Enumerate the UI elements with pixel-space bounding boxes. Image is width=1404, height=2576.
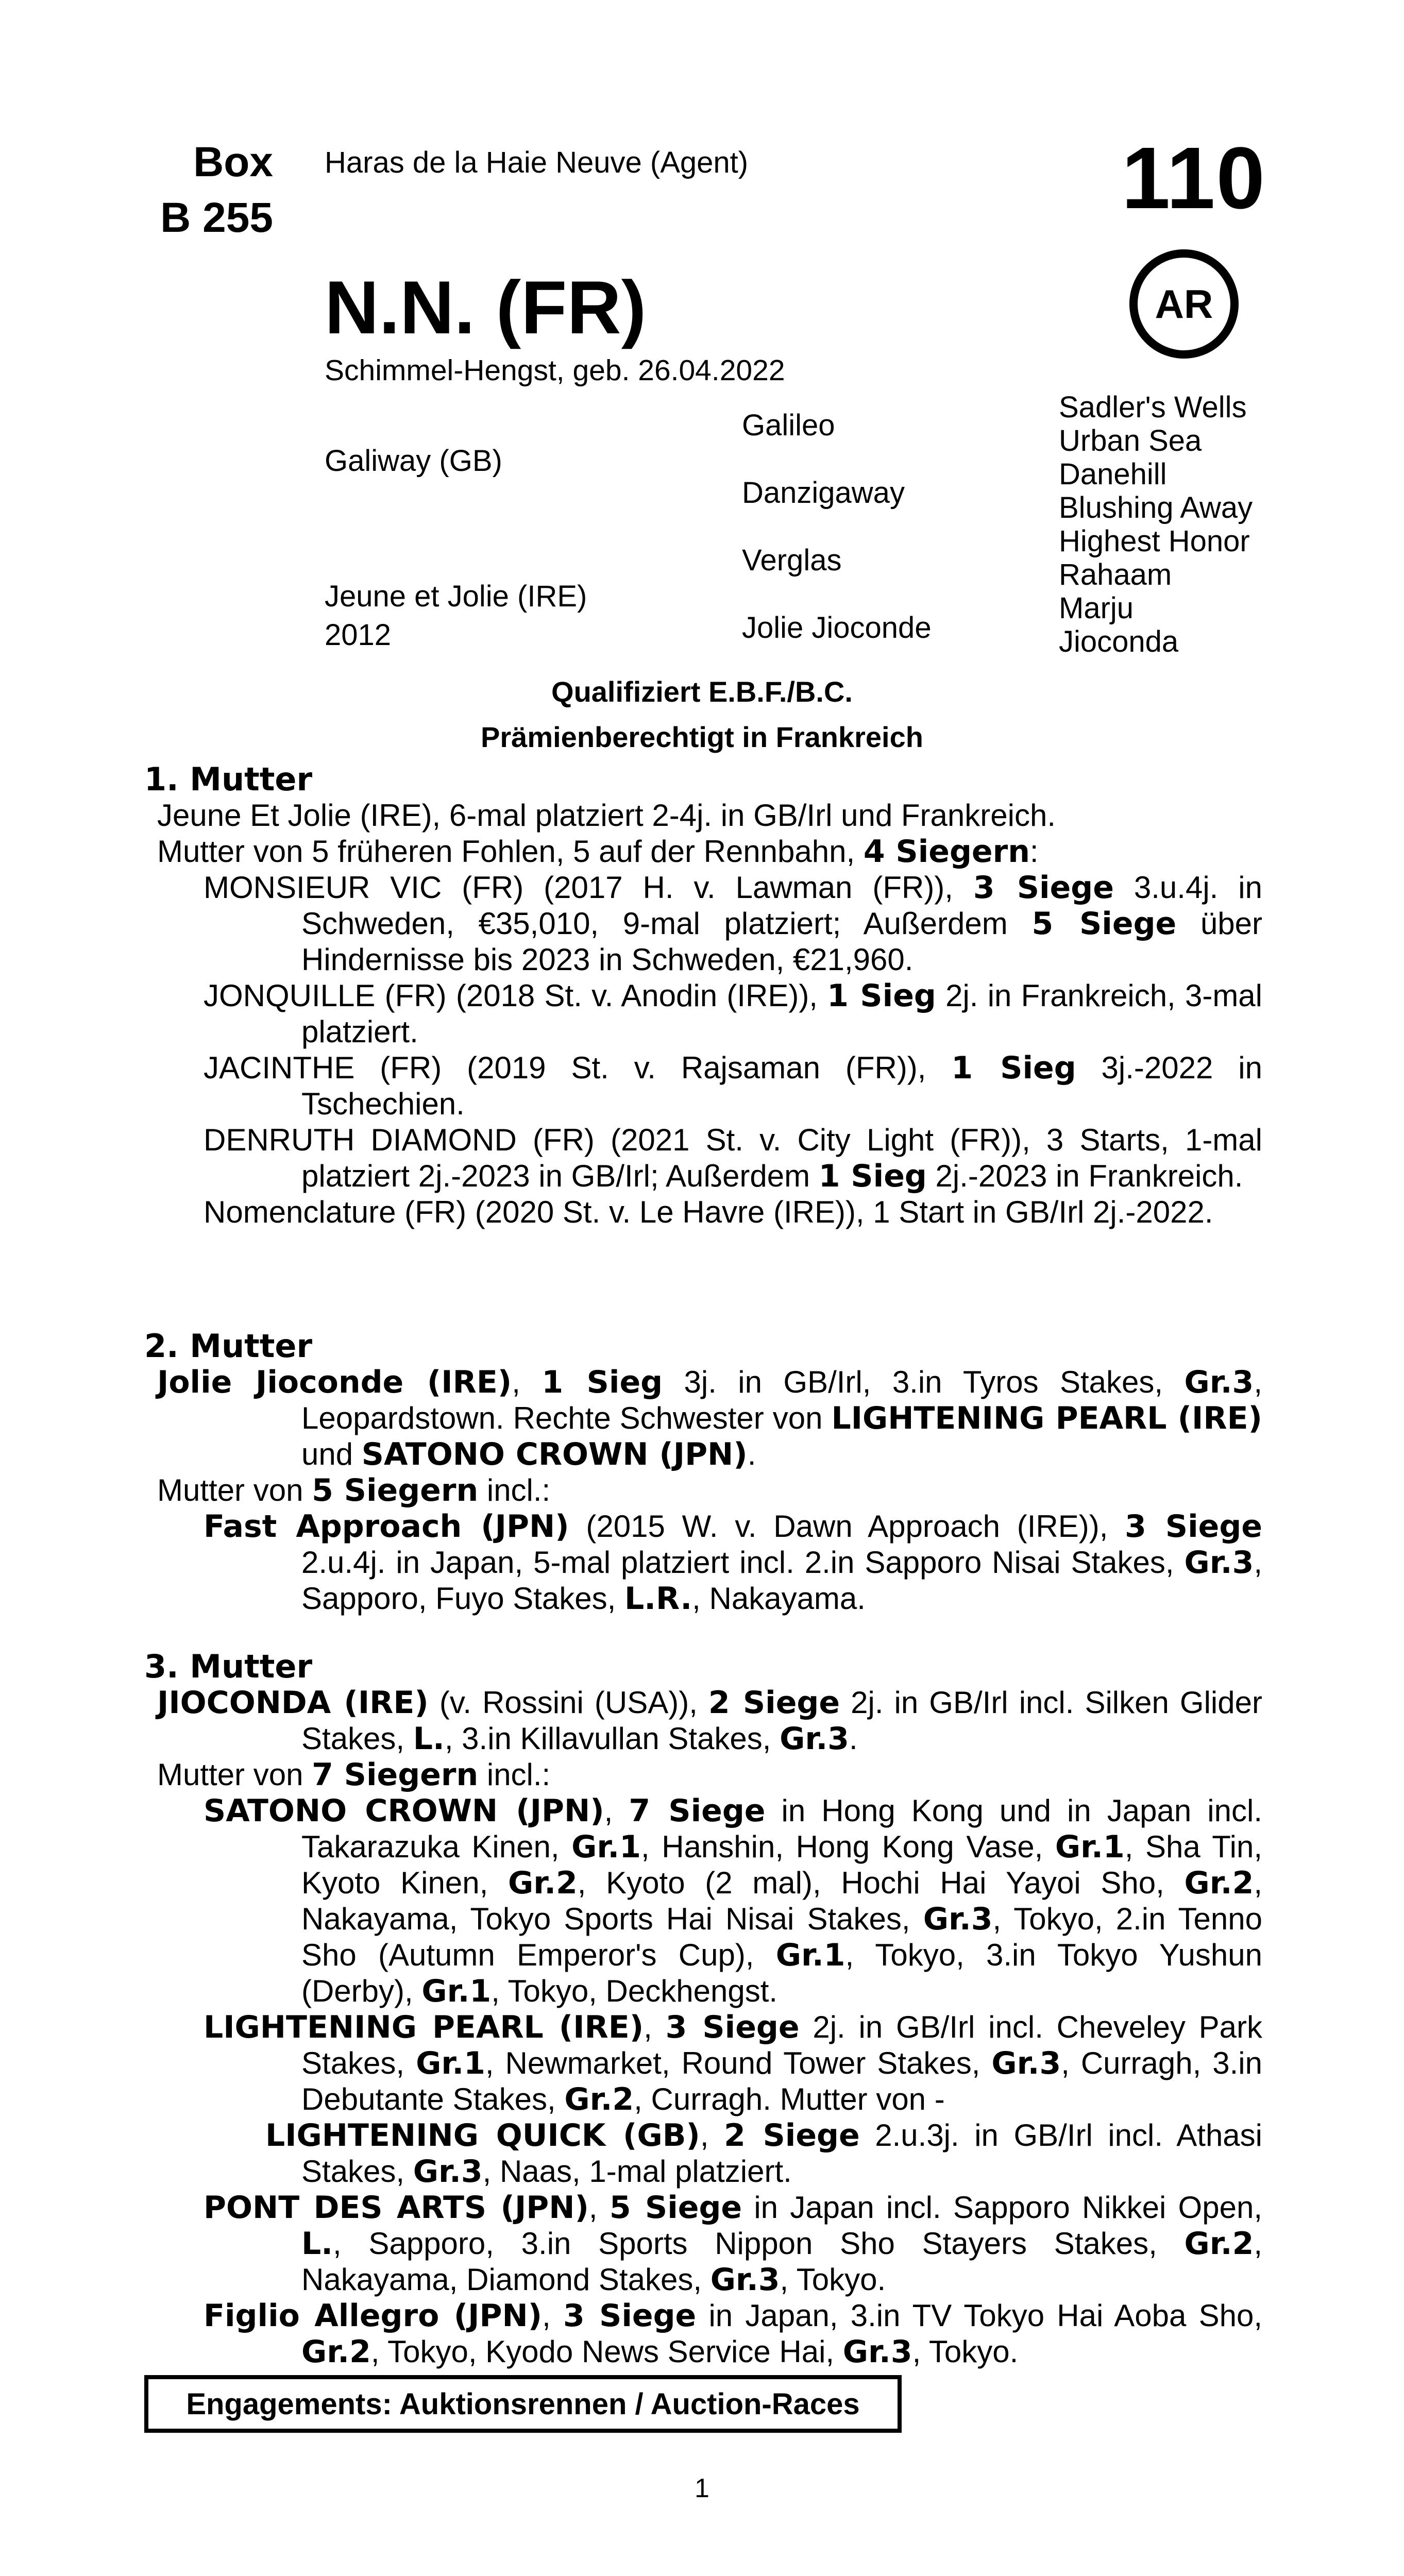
ar-badge-label: AR bbox=[1155, 281, 1213, 327]
pedigree-ggp: Danehill bbox=[1059, 457, 1167, 491]
mutter2-offspring-summary: Mutter von 5 Siegern incl.: bbox=[157, 1472, 551, 1509]
pedigree-dam-year: 2012 bbox=[325, 618, 392, 652]
mutter2-dam: Jolie Jioconde (IRE), 1 Sieg 3j. in GB/Irl, 3.in Tyros Stakes, Gr.3, Leopardstown. Rechte Schwester von LIGHTENING PEARL (IRE) und SATONO CROWN (JPN). bbox=[157, 1364, 1262, 1472]
mutter3-offspring-entry: SATONO CROWN (JPN), 7 Siege in Hong Kong und in Japan incl. Takarazuka Kinen, Gr.1, Hanshin, Hong Kong Vase, Gr.1, Sha Tin, Kyoto Kinen, Gr.2, Kyoto (2 mal), Hochi Hai Yayoi Sho, Gr.2, Nakayama, Tokyo Sports Hai Nisai Stakes, Gr.3, Tokyo, 2.in Tenno Sho (Autumn Emperor's Cup), Gr.1, Tokyo, 3.in Tokyo Yushun (Derby), Gr.1, Tokyo, Deckhengst. bbox=[204, 1793, 1263, 2009]
mutter1-heading: 1. Mutter bbox=[144, 760, 313, 798]
mutter1-section bbox=[144, 761, 1262, 1230]
qualification-line: Prämienberechtigt in Frankreich bbox=[481, 721, 923, 753]
pedigree-ggp: Rahaam bbox=[1059, 558, 1172, 591]
pedigree-ggp: Blushing Away bbox=[1059, 491, 1253, 524]
pedigree-great-grandparents bbox=[1059, 391, 1253, 658]
mutter3-heading: 3. Mutter bbox=[144, 1648, 313, 1685]
pedigree-sire: Galiway (GB) bbox=[325, 444, 502, 478]
pedigree-ggp: Highest Honor bbox=[1059, 524, 1250, 558]
mutter3-dam: JIOCONDA (IRE) (v. Rossini (USA)), 2 Siege 2j. in GB/Irl incl. Silken Glider Stakes, L., 3.in Killavullan Stakes, Gr.3. bbox=[157, 1685, 1262, 1757]
pedigree-grandparent: Danzigaway bbox=[742, 476, 905, 510]
ar-badge bbox=[1129, 249, 1239, 359]
consignor: Haras de la Haie Neuve (Agent) bbox=[325, 146, 749, 179]
pedigree-ggp: Jioconda bbox=[1059, 625, 1179, 658]
engagements-box bbox=[144, 2375, 902, 2433]
lot-number: 110 bbox=[1121, 129, 1266, 227]
mutter3-offspring-entry: Figlio Allegro (JPN), 3 Siege in Japan, 3.in TV Tokyo Hai Aoba Sho, Gr.2, Tokyo, Kyodo News Service Hai, Gr.3, Tokyo. bbox=[204, 2298, 1262, 2370]
mutter3-offspring-entry: LIGHTENING PEARL (IRE), 3 Siege 2j. in GB/Irl incl. Cheveley Park Stakes, Gr.1, Newmarket, Round Tower Stakes, Gr.3, Curragh, 3.in Debutante Stakes, Gr.2, Curragh. Mutter von - bbox=[204, 2009, 1262, 2117]
mutter3-section bbox=[144, 1649, 1262, 2370]
mutter3-offspring-summary: Mutter von 7 Siegern incl.: bbox=[157, 1757, 551, 1793]
mutter3-offspring-entry: PONT DES ARTS (JPN), 5 Siege in Japan incl. Sapporo Nikkei Open, L., Sapporo, 3.in Sports Nippon Sho Stayers Stakes, Gr.2, Nakayama, Diamond Stakes, Gr.3, Tokyo. bbox=[204, 2190, 1263, 2298]
pedigree-dam: Jeune et Jolie (IRE) bbox=[325, 580, 587, 613]
box-number: B 255 bbox=[160, 194, 273, 241]
mutter1-offspring-entry: Nomenclature (FR) (2020 St. v. Le Havre (IRE)), 1 Start in GB/Irl 2j.-2022. bbox=[204, 1195, 1213, 1229]
pedigree-ggp: Sadler's Wells bbox=[1059, 391, 1247, 424]
mutter2-offspring-entry: Fast Approach (JPN) (2015 W. v. Dawn Approach (IRE)), 3 Siege 2.u.4j. in Japan, 5-mal platziert incl. 2.in Sapporo Nisai Stakes, Gr.3, Sapporo, Fuyo Stakes, L.R., Nakayama. bbox=[204, 1509, 1262, 1617]
pedigree-ggp: Urban Sea bbox=[1059, 424, 1202, 457]
mutter1-offspring-entry: JONQUILLE (FR) (2018 St. v. Anodin (IRE)), 1 Sieg 2j. in Frankreich, 3-mal platziert. bbox=[204, 978, 1262, 1049]
box-label: Box bbox=[193, 139, 273, 185]
mutter1-intro: Jeune Et Jolie (IRE), 6-mal platziert 2-4j. in GB/Irl und Frankreich. bbox=[157, 798, 1056, 833]
engagements-label: Engagements: Auktionsrennen / Auction-Races bbox=[186, 2387, 860, 2421]
pedigree-grandparent: Jolie Jioconde bbox=[742, 611, 932, 645]
mutter2-heading: 2. Mutter bbox=[144, 1327, 313, 1365]
qualification-line: Qualifiziert E.B.F./B.C. bbox=[551, 675, 853, 708]
pedigree-ggp: Marju bbox=[1059, 591, 1134, 625]
pedigree-grandparent: Galileo bbox=[742, 409, 835, 442]
horse-description: Schimmel-Hengst, geb. 26.04.2022 bbox=[325, 354, 785, 387]
pedigree-grandparent: Verglas bbox=[742, 544, 842, 577]
mutter3-grand-offspring-entry: LIGHTENING QUICK (GB), 2 Siege 2.u.3j. in GB/Irl incl. Athasi Stakes, Gr.3, Naas, 1-mal platziert. bbox=[265, 2117, 1263, 2190]
horse-name: N.N. (FR) bbox=[325, 265, 647, 349]
mutter1-offspring-summary: Mutter von 5 früheren Fohlen, 5 auf der Rennbahn, 4 Siegern: bbox=[157, 834, 1039, 870]
page-number: 1 bbox=[695, 2473, 709, 2503]
mutter1-offspring-entry: JACINTHE (FR) (2019 St. v. Rajsaman (FR)), 1 Sieg 3j.-2022 in Tschechien. bbox=[204, 1050, 1262, 1121]
mutter2-section bbox=[144, 1328, 1262, 1617]
mutter1-offspring-entry: MONSIEUR VIC (FR) (2017 H. v. Lawman (FR)), 3 Siege 3.u.4j. in Schweden, €35,010, 9-mal platziert; Außerdem 5 Siege über Hindernisse bis 2023 in Schweden, €21,960. bbox=[204, 870, 1262, 977]
mutter1-offspring-entry: DENRUTH DIAMOND (FR) (2021 St. v. City Light (FR)), 3 Starts, 1-mal platziert 2j.-2023 in GB/Irl; Außerdem 1 Sieg 2j.-2023 in Frankreich. bbox=[204, 1123, 1262, 1194]
